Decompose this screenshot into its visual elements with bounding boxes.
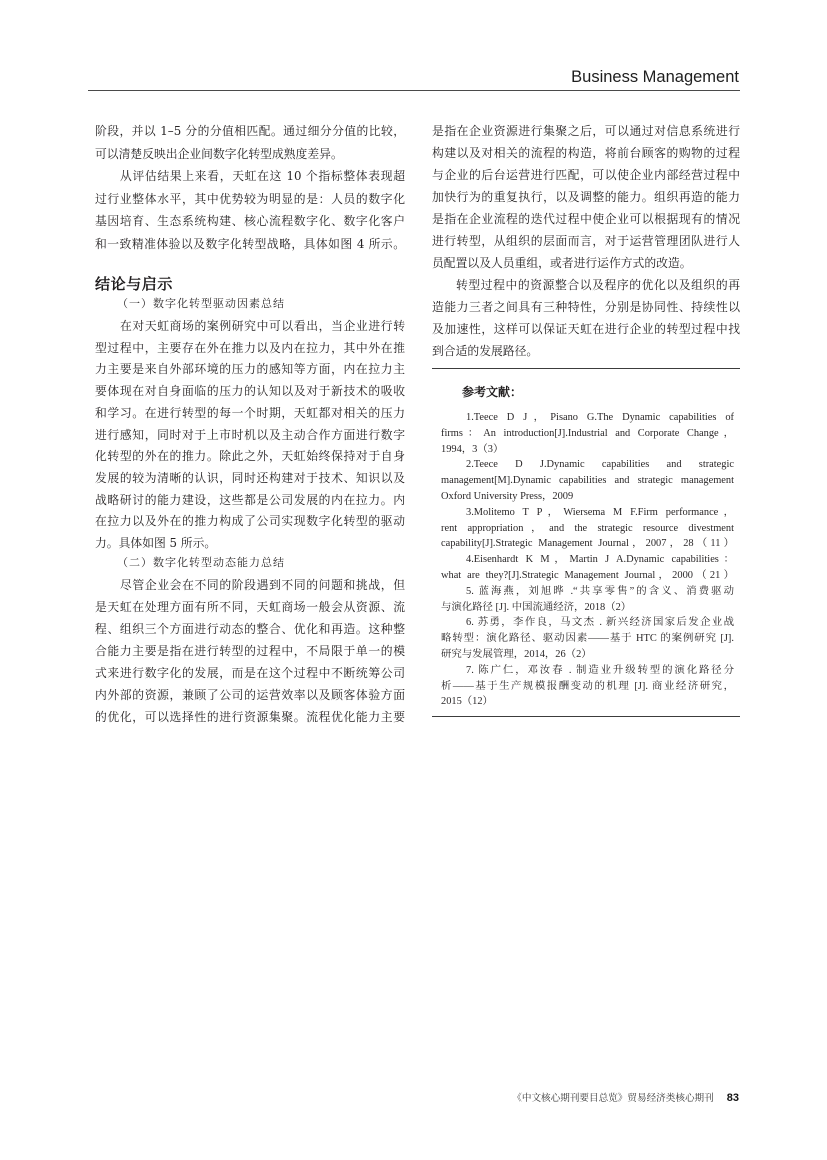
text-line: 析——基于生产规模报酬变动的机理 [J]. 商业经济研究，: [441, 680, 734, 692]
subsection-heading: （一）数字化转型驱动因素总结: [117, 297, 285, 310]
text-line: 到合适的发展路径。: [432, 344, 539, 358]
text-line: 加快行为的重复执行，以及调整的能力。组织再造的能力: [432, 190, 740, 204]
text-line: 发展的较为清晰的认识，同时还构建对于技术、知识以及: [95, 470, 405, 485]
text-block-top: [95, 120, 405, 256]
right-column: [432, 0, 740, 1160]
text-line: 构建以及对相关的流程的构造，将前台顾客的购物的过程: [432, 146, 740, 160]
text-line: capability[J].Strategic Management Journal，2007，28（11）: [441, 538, 734, 550]
text-line: 造能力三者之间具有三种特性，分别是协同性、持续性以: [432, 300, 740, 314]
reference-item: [441, 615, 734, 662]
text-line: 与企业的后台运营进行匹配，可以使企业内部经营过程中: [432, 168, 740, 182]
text-line: 是天虹在处理方面有所不同，天虹商场一般会从资源、流: [95, 600, 405, 614]
left-column: [95, 0, 405, 1160]
text-line: 4.Eisenhardt K M，Martin J A.Dynamic capabilities：: [466, 554, 734, 566]
paragraph: [95, 574, 405, 728]
paragraph: [95, 165, 405, 255]
text-line: 在拉力以及外在的推力构成了公司实现数字化转型的驱动: [95, 514, 405, 529]
text-line: 型过程中，主要存在外在推力以及内在拉力，其中外在推: [95, 340, 405, 355]
text-line: 与演化路径 [J]. 中国流通经济，2018（2）: [441, 601, 632, 613]
running-header-title: Business Management: [571, 68, 739, 86]
text-line: 式来进行数字化的发展，而是在这个过程中不断统筹公司: [95, 666, 405, 680]
paragraph: [432, 274, 740, 362]
text-line: 阶段，并以 1–5 分的分值相匹配。通过细分分值的比较，: [95, 124, 405, 138]
text-line: 2015（12）: [441, 696, 493, 708]
references-bottom-rule: [432, 716, 740, 717]
paragraph: [95, 316, 405, 555]
text-line: 可以清楚反映出企业间数字化转型成熟度差异。: [95, 146, 343, 161]
paragraph-continued: [95, 120, 405, 165]
text-line: firms：An introduction[J].Industrial and Corporate Change，: [441, 427, 734, 439]
text-line: 力。具体如图 5 所示。: [95, 536, 217, 551]
text-line: 力主要是来自外部环境的压力的感知等方面，内在拉力主: [95, 362, 405, 377]
text-line: 6. 苏勇，李作良，马文杰 . 新兴经济国家后发企业战: [466, 617, 734, 629]
text-line: 是指在企业流程的迭代过程中使企业可以根据现有的情况: [432, 212, 740, 226]
text-line: 和一致精准体验以及数字化转型战略，具体如图 4 所示。: [95, 236, 405, 251]
text-line: 和学习。在进行转型的每一个时期，天虹都对相关的压力: [95, 405, 405, 420]
text-line: 过行业整体水平，其中优势较为明显的是：人员的数字化: [95, 191, 405, 206]
text-line: 7. 陈广仁，邓汝春 . 制造业升级转型的演化路径分: [466, 664, 734, 676]
text-line: 1994，3（3）: [441, 443, 504, 455]
text-line: 化转型的外在的推力。除此之外，天虹始终保持对于自身: [95, 449, 405, 464]
text-line: what are they?[J].Strategic Management Journal，2000（21）: [441, 569, 734, 581]
reference-item: [441, 457, 734, 504]
reference-item: [441, 410, 734, 457]
text-line: 员配置以及人员重组，或者进行运作方式的改造。: [432, 256, 692, 270]
reference-item: [441, 663, 734, 710]
text-line: 基因培育、生态系统构建、核心流程数字化、数字化客户: [95, 214, 405, 229]
references-heading: 参考文献：: [462, 385, 523, 399]
text-line: 要体现在对自身面临的压力的认知以及对于新技术的吸收: [95, 384, 405, 399]
text-line: rent appropriation，and the strategic resource divestment: [441, 522, 734, 534]
references-list: [441, 410, 734, 710]
text-line: 尽管企业会在不同的阶段遇到不同的问题和挑战，但: [120, 578, 405, 592]
text-line: 内外部的资源，兼顾了公司的运营效率以及顾客体验方面: [95, 688, 405, 702]
text-line: 的优化，可以选择性的进行资源集聚。流程优化能力主要: [95, 710, 405, 724]
text-line: 从评估结果上来看，天虹在这 10 个指标整体表现超: [120, 169, 405, 184]
reference-item: [441, 584, 734, 616]
text-line: 3.Molitemo T P，Wiersema M F.Firm performance，: [466, 506, 734, 518]
text-line: 5. 蓝海燕，刘旭晔 .“共享零售”的含义、消费驱动: [466, 585, 734, 597]
page-number: 83: [726, 1092, 739, 1104]
text-line: management[M].Dynamic capabilities and strategic management: [441, 475, 734, 487]
text-line: 进行感知，同时对于上市时机以及主动合作方面进行数字: [95, 427, 405, 442]
text-line: 战略研讨的能力建设，这些都是公司发展的内在拉力。内: [95, 492, 405, 507]
page-footer: [512, 1088, 739, 1108]
text-line: 研究与发展管理，2014，26（2）: [441, 648, 592, 660]
text-block-drivers: [95, 316, 405, 555]
text-line: 转型过程中的资源整合以及程序的优化以及组织的再: [456, 278, 740, 292]
text-line: Oxford University Press，2009: [441, 490, 574, 502]
paragraph-continued: [432, 120, 740, 274]
text-block-right: [432, 120, 740, 362]
text-line: 是指在企业资源进行集聚之后，可以通过对信息系统进行: [432, 124, 740, 138]
references-top-rule: [432, 368, 740, 369]
text-line: 合能力主要是指在进行转型的过程中，不局限于单一的模: [95, 644, 405, 658]
text-block-capabilities: [95, 574, 405, 728]
section-heading: 结论与启示: [95, 276, 174, 293]
reference-item: [441, 552, 734, 584]
text-line: 略转型：演化路径、驱动因素——基于 HTC 的案例研究 [J].: [441, 633, 734, 645]
text-line: 1.Teece D J，Pisano G.The Dynamic capabilities of: [466, 412, 734, 423]
subsection-heading: （二）数字化转型动态能力总结: [117, 556, 285, 569]
text-line: 及加速性，这样可以保证天虹在进行企业的转型过程中找: [432, 322, 740, 336]
text-line: 2.Teece D J.Dynamic capabilities and strategic: [466, 459, 734, 471]
footer-journal-name: 《中文核心期刊要目总览》贸易经济类核心期刊: [512, 1093, 714, 1104]
text-line: 在对天虹商场的案例研究中可以看出，当企业进行转: [120, 319, 405, 333]
reference-item: [441, 505, 734, 552]
text-line: 程、组织三个方面进行动态的整合、优化和再造。这种整: [95, 622, 405, 636]
text-line: 进行转型，从组织的层面而言，对于运营管理团队进行人: [432, 234, 740, 248]
